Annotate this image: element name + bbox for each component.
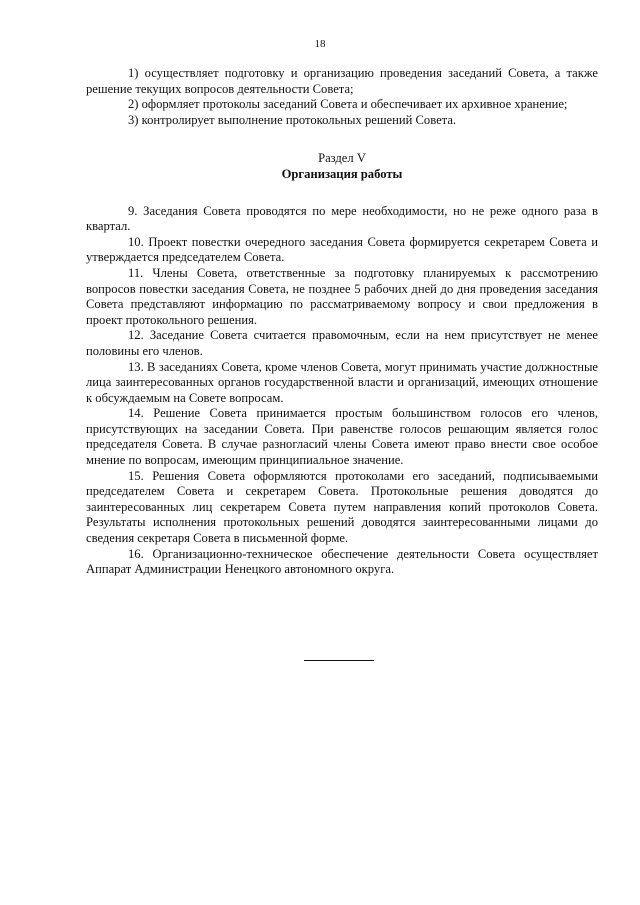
paragraph-12: 12. Заседание Совета считается правомочным, если на нем присутствует не менее половины его членов. (86, 328, 598, 358)
paragraph-13: 13. В заседаниях Совета, кроме членов Совета, могут принимать участие должностные лица заинтересованных органов государственной власти и организаций, имеющих отношение к обсуждаемым на Совете вопросам. (86, 359, 598, 405)
section-label: Раздел V (318, 151, 366, 166)
paragraph-16: 16. Организационно-техническое обеспечение деятельности Совета осуществляет Аппарат Администрации Ненецкого автономного округа. (86, 546, 598, 577)
paragraph-9: 9. Заседания Совета проводятся по мере необходимости, но не реже одного раза в квартал. (86, 203, 598, 234)
paragraph-10: 10. Проект повестки очередного заседания Совета формируется секретарем Совета и утверждается председателем Совета. (86, 234, 598, 265)
paragraph-15: 15. Решения Совета оформляются протоколами его заседаний, подписываемыми председателем Совета и секретарем Совета. Протокольные решения доводятся до заинтересованных лиц секретарем Совета путем направления копий протоколов Совета. Результаты исполнения протокольных решений доводятся заинтересованными лицами до сведения секретаря Совета в письменной форме. (86, 468, 598, 546)
list-item: 3) контролирует выполнение протокольных решений Совета. (128, 112, 457, 127)
list-item: 2) оформляет протоколы заседаний Совета и обеспечивает их архивное хранение; (128, 97, 568, 112)
document-body (86, 66, 598, 578)
list-item: 1) осуществляет подготовку и организацию проведения заседаний Совета, а также решение текущих вопросов деятельности Совета; (86, 66, 598, 96)
paragraph-14: 14. Решение Совета принимается простым большинством голосов его членов, присутствующих на заседании Совета. При равенстве голосов решающим является голос председателя Совета. В случае разногласий члены Совета имеют право внести свое особое мнение по вопросам, имеющим принципиальное значение. (86, 406, 598, 468)
section-title: Организация работы (281, 166, 403, 181)
page-number: 18 (314, 38, 326, 50)
paragraph-11: 11. Члены Совета, ответственные за подготовку планируемых к рассмотрению вопросов повестки заседания Совета, не позднее 5 рабочих дней до дня проведения заседания Совета представляют информацию по рассматриваемому вопросу и свои предложения в проект протокольного решения. (86, 265, 598, 327)
end-divider (304, 660, 374, 661)
